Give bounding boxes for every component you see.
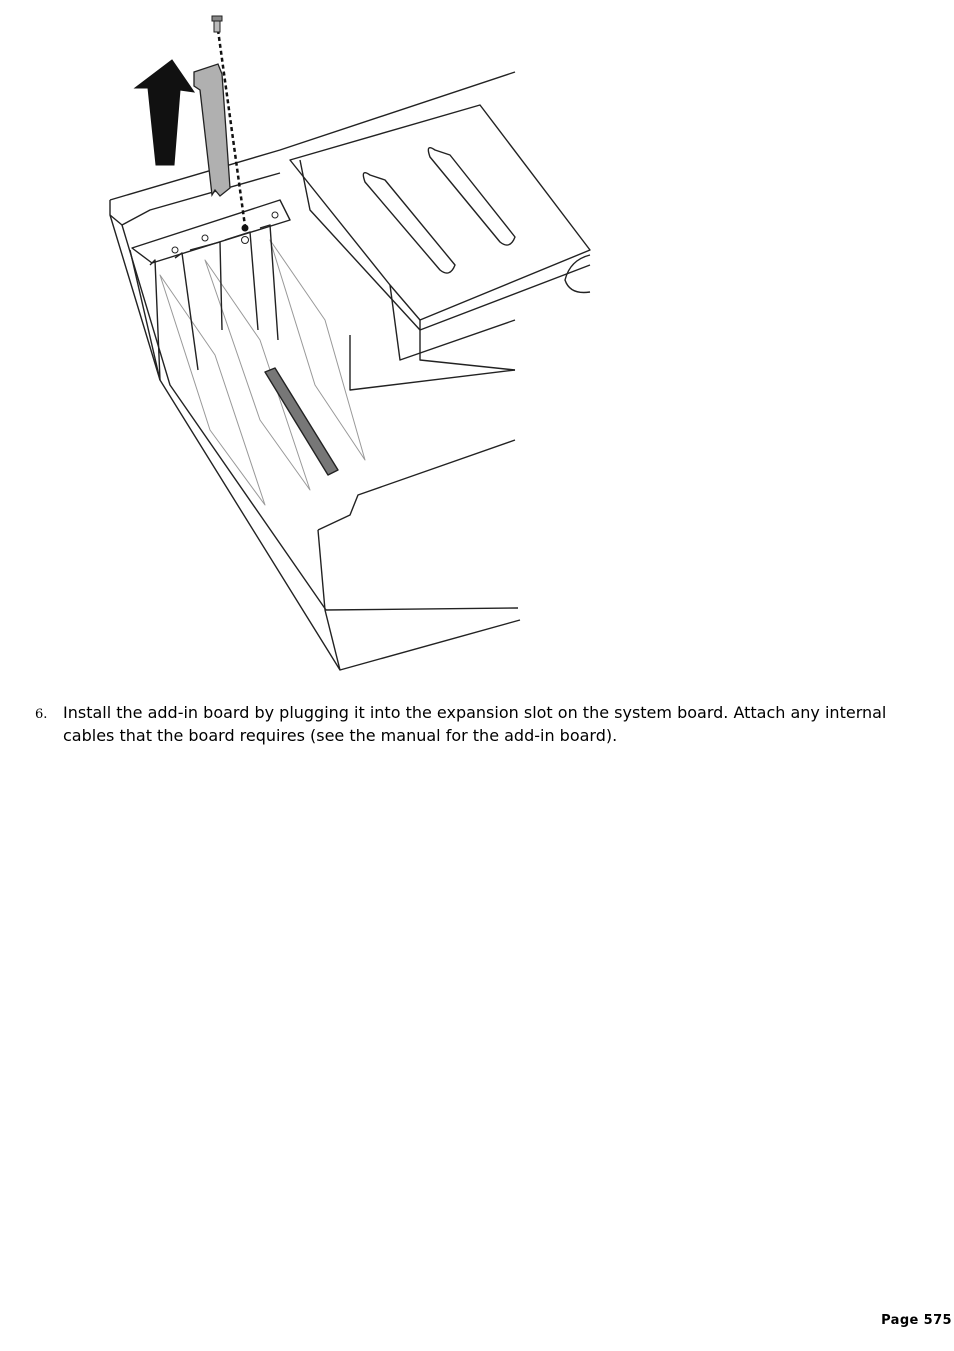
lift-arrow-icon [135,60,194,165]
step-text: Install the add-in board by plugging it into the expansion slot on the system board. Attach any internal cables that the board requires (see the manual for the add-in board). [63,703,887,745]
expansion-slot-connector [265,368,338,475]
drive-cage [290,105,590,320]
instruction-step [35,701,915,747]
page-number: Page 575 [881,1313,952,1328]
step-number: 6. [35,707,48,722]
slot-cover-bracket [194,64,230,196]
screw-icon [212,16,222,32]
chassis-front-panel [318,530,340,670]
computer-expansion-slot-illustration [100,10,600,680]
